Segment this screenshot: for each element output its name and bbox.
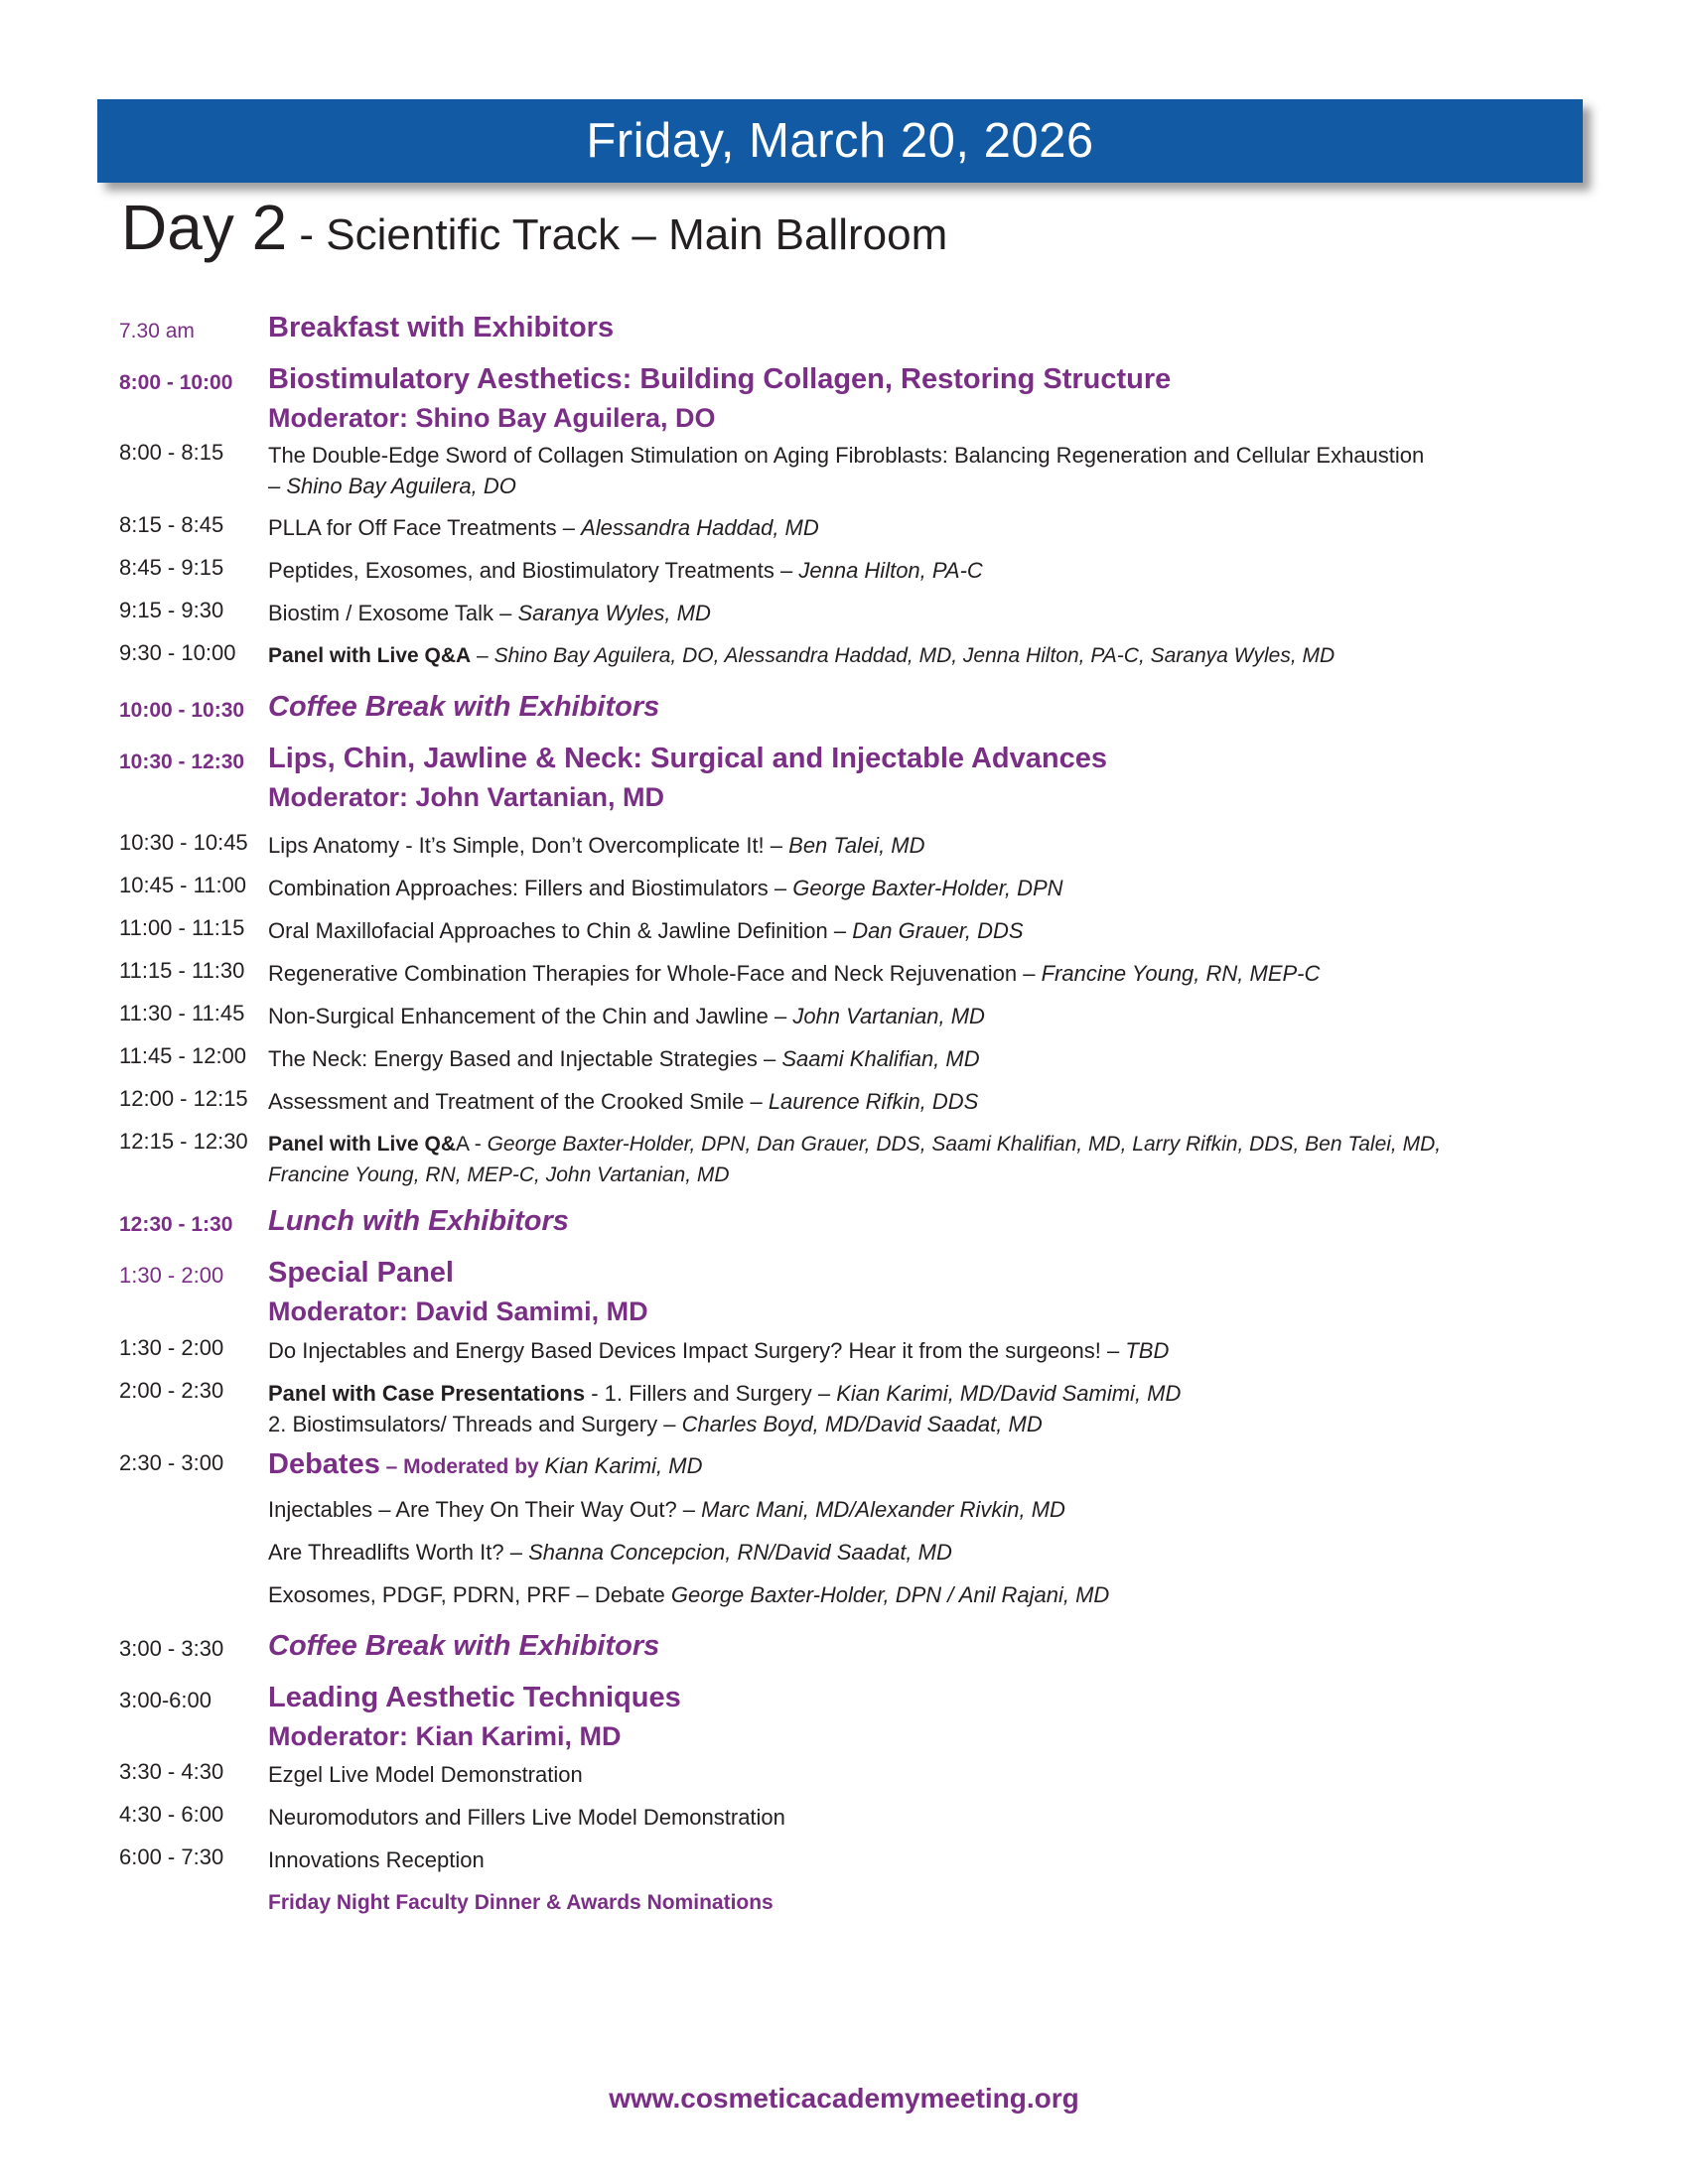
item-time: 10:45 - 11:00 — [119, 873, 247, 897]
item-time: 1:30 - 2:00 — [119, 1335, 224, 1360]
session-time: 1:30 - 2:00 — [119, 1263, 224, 1288]
item-time: 4:30 - 6:00 — [119, 1802, 224, 1827]
session-time: 12:30 - 1:30 — [119, 1213, 233, 1236]
session-time: 3:00-6:00 — [119, 1688, 211, 1712]
item-speaker: Shanna Concepcion, RN/David Saadat, MD — [528, 1540, 952, 1565]
item-time: 10:30 - 10:45 — [119, 830, 248, 855]
item-speaker: John Vartanian, MD — [792, 1004, 985, 1028]
session-title: Lips, Chin, Jawline & Neck: Surgical and Injectable Advances — [268, 743, 1108, 774]
item-title: Biostim / Exosome Talk – — [268, 601, 518, 625]
item-title: Ezgel Live Model Demonstration — [268, 1762, 583, 1787]
item-title: Non-Surgical Enhancement of the Chin and Jawline – — [268, 1004, 793, 1028]
session-time: 10:00 - 10:30 — [119, 699, 245, 722]
item-speaker: George Baxter-Holder, DPN / Anil Rajani, MD — [670, 1582, 1110, 1607]
item-speaker: Alessandra Haddad, MD — [581, 515, 819, 540]
session-subtitle: – Moderated by — [379, 1455, 545, 1478]
session-moderator: Kian Karimi, MD — [544, 1453, 703, 1478]
item-title: Are Threadlifts Worth It? – — [268, 1540, 529, 1565]
session-title: Coffee Break with Exhibitors — [268, 691, 660, 723]
item-time: 11:30 - 11:45 — [119, 1001, 245, 1025]
item-time: 11:00 - 11:15 — [119, 915, 245, 940]
session-moderator: Moderator: Shino Bay Aguilera, DO — [268, 403, 716, 433]
session-time: 2:30 - 3:00 — [119, 1450, 224, 1475]
item-speaker: Jenna Hilton, PA-C — [798, 558, 983, 583]
session-moderator: Moderator: David Samimi, MD — [268, 1297, 648, 1326]
item-time: 8:00 - 8:15 — [119, 440, 224, 465]
website-link[interactable]: www.cosmeticacademymeeting.org — [609, 2083, 1079, 2114]
item-speaker: Ben Talei, MD — [788, 833, 925, 858]
item-panel-label: Panel with Case Presentations — [268, 1381, 586, 1406]
item-title: Regenerative Combination Therapies for Whole-Face and Neck Rejuvenation – — [268, 961, 1042, 986]
page-title — [121, 191, 947, 264]
session-moderator: Moderator: Kian Karimi, MD — [268, 1721, 622, 1751]
item-title: Peptides, Exosomes, and Biostimulatory Treatments – — [268, 558, 799, 583]
item-title: Neuromodutors and Fillers Live Model Demonstration — [268, 1805, 785, 1830]
item-time: 12:15 - 12:30 — [119, 1129, 248, 1154]
track-label: - Scientific Track – Main Ballroom — [287, 210, 948, 259]
item-title: Lips Anatomy - It’s Simple, Don’t Overcomplicate It! – — [268, 833, 789, 858]
item-title: Combination Approaches: Fillers and Biostimulators – — [268, 876, 793, 900]
item-speaker: Marc Mani, MD/Alexander Rivkin, MD — [701, 1497, 1065, 1522]
item-panel-label: Panel with Live Q&A — [268, 644, 472, 667]
date-heading: Friday, March 20, 2026 — [586, 114, 1094, 168]
item-time: 11:45 - 12:00 — [119, 1043, 247, 1068]
item-speaker: TBD — [1125, 1338, 1170, 1363]
item-time: 11:15 - 11:30 — [119, 958, 245, 983]
item-speaker-continued: Charles Boyd, MD/David Saadat, MD — [681, 1412, 1043, 1436]
item-separator: A - — [456, 1133, 488, 1156]
session-title: Biostimulatory Aesthetics: Building Collagen, Restoring Structure — [268, 363, 1172, 395]
item-title: The Double-Edge Sword of Collagen Stimulation on Aging Fibroblasts: Balancing Regeneration and Cellular Exhaustion — [268, 443, 1425, 468]
item-title: Injectables – Are They On Their Way Out? – — [268, 1497, 702, 1522]
session-title: Lunch with Exhibitors — [268, 1205, 569, 1237]
session-title: Debates — [268, 1448, 380, 1480]
session-time: 8:00 - 10:00 — [119, 371, 233, 394]
item-speaker: Francine Young, RN, MEP-C — [1041, 961, 1321, 986]
item-title: PLLA for Off Face Treatments – — [268, 515, 582, 540]
day-label: Day 2 — [121, 192, 288, 263]
item-time: 9:30 - 10:00 — [119, 640, 236, 665]
item-time: 9:15 - 9:30 — [119, 598, 224, 622]
date-banner — [97, 99, 1583, 183]
session-title: Leading Aesthetic Techniques — [268, 1682, 681, 1713]
item-title: Exosomes, PDGF, PDRN, PRF – Debate — [268, 1582, 671, 1607]
session-time: 3:00 - 3:30 — [119, 1636, 224, 1661]
item-time: 2:00 - 2:30 — [119, 1378, 224, 1403]
item-speaker: Kian Karimi, MD/David Samimi, MD — [836, 1381, 1182, 1406]
session-time: 7.30 am — [119, 320, 195, 342]
session-title: Special Panel — [268, 1257, 454, 1289]
item-title: Innovations Reception — [268, 1847, 485, 1872]
item-separator: – — [471, 644, 494, 667]
item-title-continued: 2. Biostimsulators/ Threads and Surgery – — [268, 1412, 682, 1436]
session-moderator: Moderator: John Vartanian, MD — [268, 782, 665, 812]
item-speaker: Saranya Wyles, MD — [517, 601, 711, 625]
item-time: 8:15 - 8:45 — [119, 512, 224, 537]
item-speaker-continued: Francine Young, RN, MEP-C, John Vartanian, MD — [268, 1163, 730, 1186]
item-speaker: Laurence Rifkin, DDS — [768, 1089, 979, 1114]
item-speaker: – Shino Bay Aguilera, DO — [268, 474, 516, 498]
item-title: Oral Maxillofacial Approaches to Chin & Jawline Definition – — [268, 918, 853, 943]
session-title: Coffee Break with Exhibitors — [268, 1630, 660, 1662]
item-time: 3:30 - 4:30 — [119, 1759, 224, 1784]
item-speaker: Dan Grauer, DDS — [852, 918, 1024, 943]
item-speaker: George Baxter-Holder, DPN — [792, 876, 1063, 900]
item-time: 12:00 - 12:15 — [119, 1086, 248, 1111]
item-title: Do Injectables and Energy Based Devices Impact Surgery? Hear it from the surgeons! – — [268, 1338, 1126, 1363]
item-speaker: George Baxter-Holder, DPN, Dan Grauer, DDS, Saami Khalifian, MD, Larry Rifkin, DDS, Ben Talei, MD, — [487, 1133, 1442, 1156]
item-time: 6:00 - 7:30 — [119, 1844, 224, 1869]
evening-event: Friday Night Faculty Dinner & Awards Nominations — [268, 1891, 774, 1914]
item-title: Assessment and Treatment of the Crooked Smile – — [268, 1089, 769, 1114]
session-time: 10:30 - 12:30 — [119, 751, 245, 773]
item-time: 8:45 - 9:15 — [119, 555, 224, 580]
item-title: The Neck: Energy Based and Injectable Strategies – — [268, 1046, 782, 1071]
item-speaker: Saami Khalifian, MD — [781, 1046, 980, 1071]
session-title: Breakfast with Exhibitors — [268, 312, 615, 343]
item-speaker: Shino Bay Aguilera, DO, Alessandra Haddad, MD, Jenna Hilton, PA-C, Saranya Wyles, MD — [493, 644, 1336, 667]
item-panel-label: Panel with Live Q& — [268, 1133, 457, 1156]
item-title: - 1. Fillers and Surgery – — [585, 1381, 837, 1406]
